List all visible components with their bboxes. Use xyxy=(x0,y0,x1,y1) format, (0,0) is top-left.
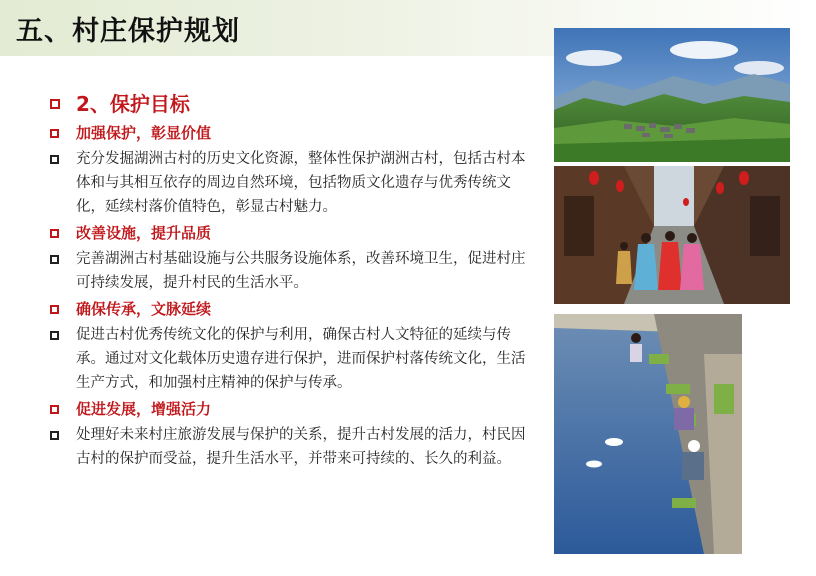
goal-paragraph xyxy=(46,147,536,219)
bullet-square-icon xyxy=(50,431,59,440)
section-label: 2、保护目标 xyxy=(76,92,190,116)
bullet-square-icon xyxy=(50,129,59,138)
bullet-square-icon xyxy=(50,155,59,164)
content-area xyxy=(46,90,536,471)
bullet-square-icon xyxy=(50,331,59,340)
goal-paragraph-text: 充分发掘湖洲古村的历史文化资源，整体性保护湖洲古村，包括古村本体和与其相互依存的周边自然环境，包括物质文化遗存与优秀传统文化，延续村落价值特色，彰显古村魅力。 xyxy=(76,151,526,215)
goal-heading xyxy=(46,398,536,420)
goal-heading xyxy=(46,298,536,320)
goal-heading-text: 确保传承，文脉延续 xyxy=(76,300,212,318)
bullet-square-icon xyxy=(50,99,60,109)
goal-paragraph-text: 完善湖洲古村基础设施与公共服务设施体系，改善环境卫生，促进村庄可持续发展，提升村民的生活水平。 xyxy=(76,251,526,291)
village-landscape-photo xyxy=(554,28,790,162)
goal-paragraph-text: 促进古村优秀传统文化的保护与利用，确保古村人文特征的延续与传承。通过对文化载体历史遗存进行保护，进而保护村落传统文化，生活生产方式，和加强村庄精神的保护与传承。 xyxy=(76,327,526,391)
bullet-square-icon xyxy=(50,255,59,264)
goal-heading xyxy=(46,122,536,144)
old-street-photo xyxy=(554,166,790,304)
section-heading xyxy=(46,90,536,118)
goal-heading-text: 加强保护，彰显价值 xyxy=(76,124,212,142)
goal-paragraph xyxy=(46,323,536,395)
goal-paragraph-text: 处理好未来村庄旅游发展与保护的关系，提升古村发展的活力，村民因古村的保护而受益，提升生活水平，并带来可持续的、长久的利益。 xyxy=(76,427,526,467)
goal-heading-text: 改善设施，提升品质 xyxy=(76,224,212,242)
goal-paragraph xyxy=(46,423,536,471)
goal-heading xyxy=(46,222,536,244)
riverside-washing-photo xyxy=(554,314,742,554)
goal-heading-text: 促进发展，增强活力 xyxy=(76,400,212,418)
bullet-square-icon xyxy=(50,405,59,414)
bullet-square-icon xyxy=(50,305,59,314)
goal-paragraph xyxy=(46,247,536,295)
bullet-square-icon xyxy=(50,229,59,238)
page-title: 五、村庄保护规划 xyxy=(16,16,240,47)
